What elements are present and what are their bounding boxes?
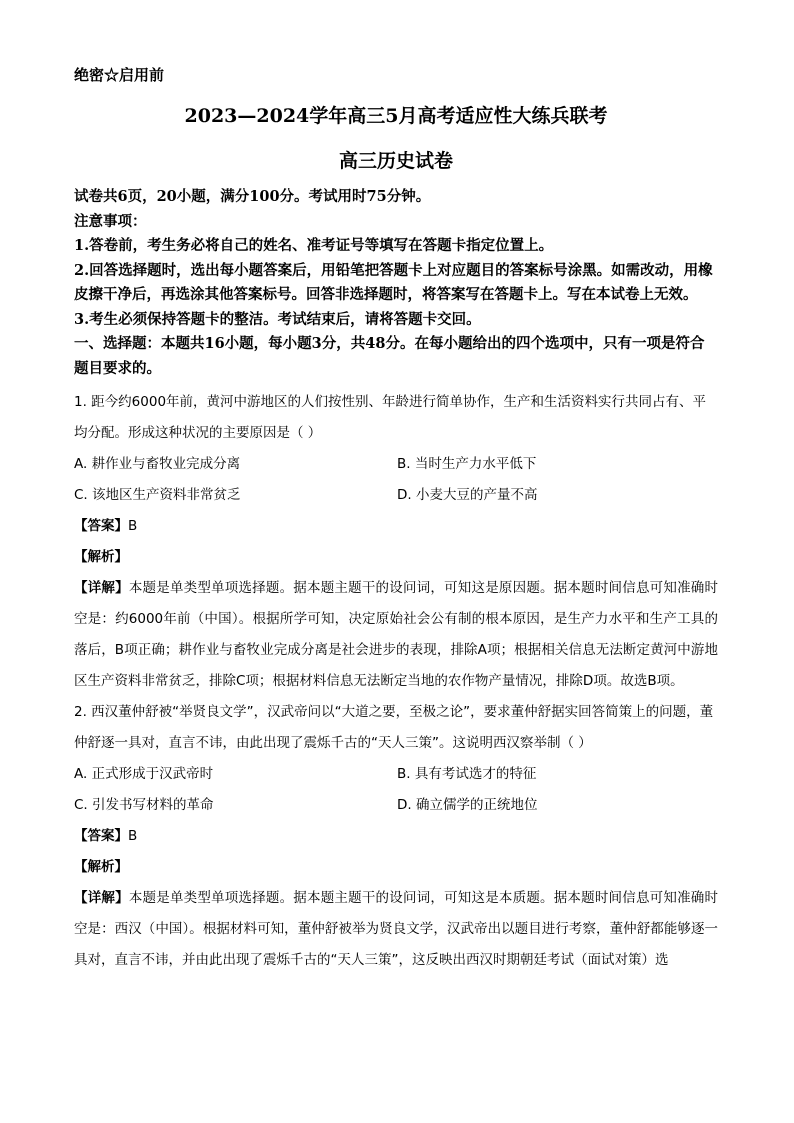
question-2-option-c: C. 引发书写材料的革命 [74,797,214,813]
question-1-option-d: D. 小麦大豆的产量不高 [397,487,538,503]
question-1-option-b: B. 当时生产力水平低下 [397,456,537,472]
secret-label: 绝密☆启用前 [74,66,165,84]
question-2-options [74,759,718,821]
question-1-stem: 1. 距今约6000年前，黄河中游地区的人们按性别、年龄进行简单协作，生产和生活资料实行共同占有、平均分配。形成这种状况的主要原因是（ ） [74,394,707,441]
question-1-options [74,449,718,511]
notice-item-2: 2.回答选择题时，选出每小题答案后，用铅笔把答题卡上对应题目的答案标号涂黑。如需改动，用橡皮擦干净后，再选涂其他答案标号。回答非选择题时，将答案写在答题卡上。写在本试卷上无效。 [74,261,713,303]
notice-item-3: 3.考生必须保持答题卡的整洁。考试结束后，请将答题卡交回。 [74,310,481,328]
exam-title: 2023—2024学年高三5月高考适应性大练兵联考 [184,105,608,127]
question-2-analysis-tag [74,852,718,883]
detail-text: 本题是单类型单项选择题。据本题主题干的设问词，可知这是本质题。据本题时间信息可知准确时空是：西汉（中国）。根据材料可知，董仲舒被举为贤良文学，汉武帝出以题目进行考察，董仲舒都能够逐一具对，直言不讳，并由此出现了震烁千古的“天人三策”，这反映出西汉时期朝廷考试（面试对策）选 [74,890,719,968]
exam-subtitle: 高三历史试卷 [338,150,453,172]
answer-value: B [128,518,138,534]
notice-heading: 注意事项： [74,212,147,230]
notice-item-1: 1.答卷前，考生务必将自己的姓名、准考证号等填写在答题卡指定位置上。 [74,237,554,254]
answer-value: B [128,828,138,844]
question-1-option-c: C. 该地区生产资料非常贫乏 [74,487,241,503]
question-2-option-d: D. 确立儒学的正统地位 [397,797,538,813]
exam-overview: 试卷共6页，20小题，满分100分。考试用时75分钟。 [74,188,431,205]
analysis-tag: 【解析】 [74,859,128,875]
detail-tag: 【详解】 [74,580,129,596]
question-1-analysis-tag [74,542,718,573]
question-2-stem: 2. 西汉董仲舒被“举贤良文学”，汉武帝问以“大道之要，至极之论”，要求董仲舒据实回答简策上的问题，董仲舒逐一具对，直言不讳，由此出现了震烁千古的“天人三策”。这说明西汉察举制（ ） [74,704,714,751]
detail-tag: 【详解】 [74,890,129,906]
question-2-detail [74,883,718,976]
answer-tag: 【答案】 [74,518,128,534]
question-2-answer [74,821,718,852]
section-heading: 一、选择题：本题共16小题，每小题3分，共48分。在每小题给出的四个选项中，只有一项是符合题目要求的。 [74,335,705,377]
question-2-option-b: B. 具有考试选才的特征 [397,766,537,782]
question-1-detail [74,573,718,697]
question-1-option-a: A. 耕作业与畜牧业完成分离 [74,456,241,472]
question-2-option-a: A. 正式形成于汉武帝时 [74,766,214,782]
answer-tag: 【答案】 [74,828,128,844]
question-1-answer [74,511,718,542]
detail-text: 本题是单类型单项选择题。据本题主题干的设问词，可知这是原因题。据本题时间信息可知准确时空是：约6000年前（中国）。根据所学可知，决定原始社会公有制的根本原因，是生产力水平和生产工具的落后，B项正确；耕作业与畜牧业完成分离是社会进步的表现，排除A项；根据相关信息无法断定黄河中游地区生产资料非常贫乏，排除C项；根据材料信息无法断定当地的农作物产量情况，排除D项。故选B项。 [74,580,719,689]
analysis-tag: 【解析】 [74,549,128,565]
